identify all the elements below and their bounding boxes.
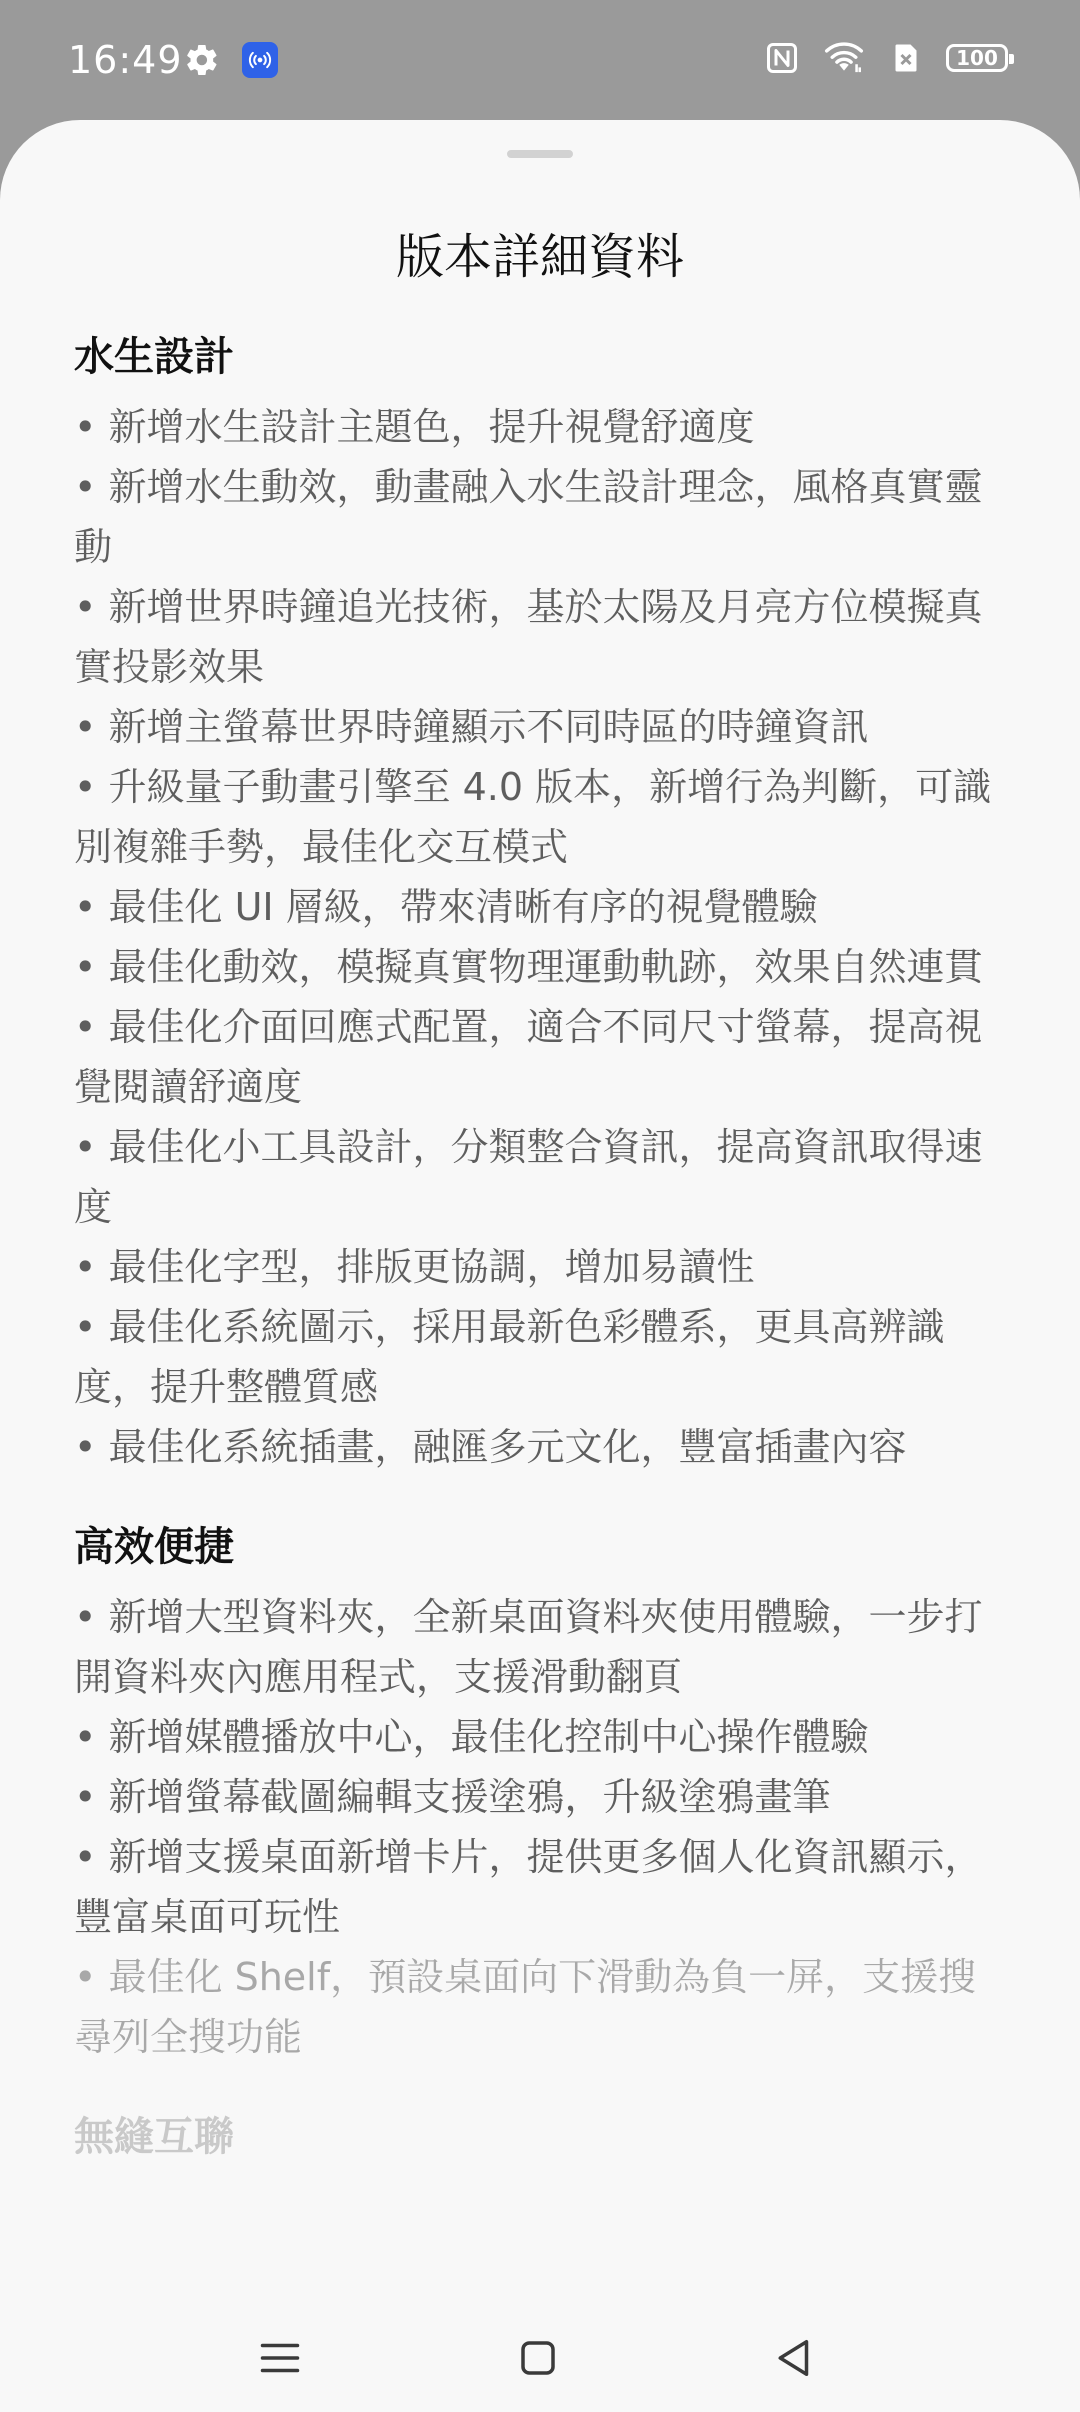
nfc-icon [764,40,800,76]
list-item: • 新增螢幕截圖編輯支援塗鴉，升級塗鴉畫筆 [74,1775,831,1819]
list-item: • 最佳化小工具設計，分類整合資訊，提高資訊取得速度 [74,1125,983,1229]
list-item: • 新增水生設計主題色，提升視覺舒適度 [74,405,755,449]
hotspot-icon [242,42,278,78]
navigation-bar [0,2300,1080,2412]
page-title: 版本詳細資料 [395,229,684,285]
list-item: • 新增水生動效，動畫融入水生設計理念，風格真實靈動 [74,465,983,569]
no-sim-icon [888,40,924,76]
wifi-icon [822,40,866,76]
section-title: 無縫互聯 [74,2114,234,2160]
gear-icon [184,42,220,78]
release-notes-sheet [0,120,1080,2412]
status-bar [0,0,1080,120]
section-seamless-interconnection [74,2105,1014,2169]
section-aquamorphic-design [74,325,1014,1477]
back-icon[interactable] [764,2328,824,2388]
status-left-icons [184,42,278,78]
section-title: 水生設計 [74,334,234,380]
list-item: • 新增世界時鐘追光技術，基於太陽及月亮方位模擬真實投影效果 [74,585,983,689]
release-notes-content[interactable] [74,325,1014,2207]
home-icon[interactable] [508,2328,568,2388]
list-item: • 最佳化 UI 層級，帶來清晰有序的視覺體驗 [74,885,818,929]
list-item: • 最佳化 Shelf，預設桌面向下滑動為負一屏，支援搜尋列全搜功能 [74,1955,977,2059]
status-time: 16:49 [68,38,183,82]
list-item: • 最佳化動效，模擬真實物理運動軌跡，效果自然連貫 [74,945,983,989]
drag-handle[interactable] [507,150,573,158]
section-title: 高效便捷 [74,1524,234,1570]
list-item: • 升級量子動畫引擎至 4.0 版本，新增行為判斷，可識別複雜手勢，最佳化交互模式 [74,765,992,869]
list-item: • 新增大型資料夾，全新桌面資料夾使用體驗，一步打開資料夾內應用程式，支援滑動翻頁 [74,1595,983,1699]
list-item: • 新增支援桌面新增卡片，提供更多個人化資訊顯示，豐富桌面可玩性 [74,1835,983,1939]
menu-icon[interactable] [250,2328,310,2388]
list-item: • 最佳化介面回應式配置，適合不同尺寸螢幕，提高視覺閱讀舒適度 [74,1005,983,1109]
battery-indicator: 100 [946,44,1008,72]
list-item: • 新增主螢幕世界時鐘顯示不同時區的時鐘資訊 [74,705,869,749]
list-item: • 最佳化系統圖示，採用最新色彩體系，更具高辨識度，提升整體質感 [74,1305,945,1409]
list-item: • 最佳化系統插畫，融匯多元文化，豐富插畫內容 [74,1425,907,1469]
list-item: • 最佳化字型，排版更協調，增加易讀性 [74,1245,755,1289]
section-efficiency [74,1515,1014,2067]
status-right-icons [764,40,1008,76]
list-item: • 新增媒體播放中心，最佳化控制中心操作體驗 [74,1715,869,1759]
